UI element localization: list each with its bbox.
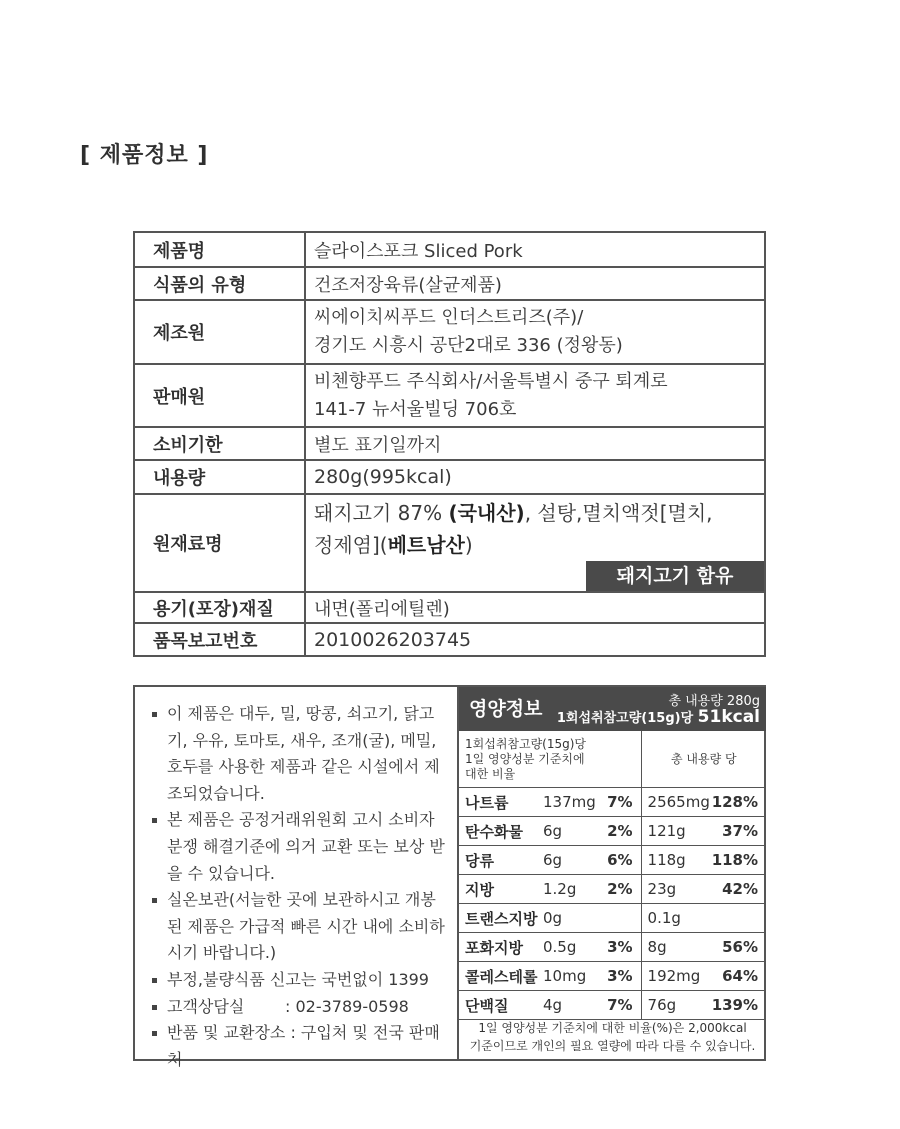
nutrient-total-pct: 118% (709, 846, 766, 875)
table-row (459, 933, 766, 962)
info-key: 판매원 (134, 364, 305, 427)
nutrient-name: 단백질 (459, 991, 543, 1020)
table-row (459, 731, 766, 788)
nutrient-pct: 3% (591, 933, 641, 962)
nutrition-table (459, 731, 766, 1020)
nutrient-pct: 2% (591, 817, 641, 846)
info-key: 식품의 유형 (134, 267, 305, 300)
raw-materials-line: 정제염](베트남산) (314, 533, 473, 557)
nutrient-amount: 10mg (543, 962, 591, 991)
list-item: 이 제품은 대두, 밀, 땅콩, 쇠고기, 닭고기, 우유, 토마토, 새우, 조개(굴), 메밀, 호두를 사용한 제품과 같은 시설에서 제조되었습니다. (149, 701, 449, 807)
nutrient-amount: 4g (543, 991, 591, 1020)
table-row (459, 991, 766, 1020)
raw-materials-line: 돼지고기 87% (국내산), 설탕,멸치액젓[멸치, (314, 501, 713, 525)
list-item: 실온보관(서늘한 곳에 보관하시고 개봉된 제품은 가급적 빠른 시간 내에 소비하시기 바랍니다.) (149, 887, 449, 967)
nutrient-total: 121g (641, 817, 709, 846)
list-item: 본 제품은 공정거래위원회 고시 소비자 분쟁 해결기준에 의거 교환 또는 보상 받을 수 있습니다. (149, 807, 449, 887)
table-row (134, 460, 765, 494)
table-row (459, 875, 766, 904)
table-row (134, 592, 765, 623)
nutrient-total: 76g (641, 991, 709, 1020)
info-value (305, 364, 765, 427)
table-row (459, 788, 766, 817)
table-row (134, 427, 765, 460)
nutrient-pct: 6% (591, 846, 641, 875)
nutrition-header (459, 687, 766, 731)
info-value: 280g(995kcal) (305, 460, 765, 494)
table-row (134, 300, 765, 364)
nutrient-name: 나트륨 (459, 788, 543, 817)
table-row (459, 904, 766, 933)
nutrient-total-pct: 128% (709, 788, 766, 817)
nutrient-amount: 0g (543, 904, 591, 933)
raw-materials (305, 494, 765, 592)
nutrient-amount: 1.2g (543, 875, 591, 904)
list-item: 반품 및 교환장소 : 구입처 및 전국 판매처 (149, 1020, 449, 1073)
info-value-line: 씨에이치씨푸드 인더스트리즈(주)/ (314, 307, 584, 328)
info-key: 원재료명 (134, 494, 305, 592)
list-item (149, 994, 449, 1021)
info-key: 내용량 (134, 460, 305, 494)
info-value-line: 비첸향푸드 주식회사/서울특별시 중구 퇴계로 (314, 370, 668, 392)
nutrient-total: 2565mg (641, 788, 709, 817)
info-value: 내면(폴리에틸렌) (305, 592, 765, 623)
info-value: 슬라이스포크 Sliced Pork (305, 232, 765, 267)
nutrient-total-pct: 37% (709, 817, 766, 846)
nutrient-total: 0.1g (641, 904, 709, 933)
table-row (459, 846, 766, 875)
nutrient-total: 118g (641, 846, 709, 875)
info-key: 제품명 (134, 232, 305, 267)
info-value (305, 300, 765, 364)
nutrient-name: 지방 (459, 875, 543, 904)
table-row (134, 364, 765, 427)
nutrient-total-pct: 56% (709, 933, 766, 962)
nutrient-pct (591, 904, 641, 933)
nutrient-total: 192mg (641, 962, 709, 991)
nutrient-amount: 0.5g (543, 933, 591, 962)
notice-and-nutrition-box (133, 685, 766, 1069)
nutrient-pct: 3% (591, 962, 641, 991)
info-key: 제조원 (134, 300, 305, 364)
nutrient-total-pct (709, 904, 766, 933)
nutrition-header-left: 1회섭취참고량(15g)당 1일 영양성분 기준치에 대한 비율 (459, 731, 641, 788)
nutrient-name: 트랜스지방 (459, 904, 543, 933)
table-row (134, 232, 765, 267)
table-row (134, 494, 765, 592)
nutrient-pct: 2% (591, 875, 641, 904)
nutrient-name: 탄수화물 (459, 817, 543, 846)
nutrient-pct: 7% (591, 991, 641, 1020)
nutrient-name: 포화지방 (459, 933, 543, 962)
notice-list (149, 701, 449, 1073)
nutrient-total-pct: 139% (709, 991, 766, 1020)
info-key: 용기(포장)재질 (134, 592, 305, 623)
page-title: [ 제품정보 ] (80, 143, 209, 168)
nutrient-pct: 7% (591, 788, 641, 817)
list-item: 부정,불량식품 신고는 국번없이 1399 (149, 967, 449, 994)
table-row (459, 962, 766, 991)
info-value: 건조저장육류(살균제품) (305, 267, 765, 300)
info-key: 품목보고번호 (134, 623, 305, 656)
table-row (134, 623, 765, 656)
info-value-line: 경기도 시흥시 공단2대로 336 (정왕동) (314, 335, 623, 356)
nutrient-amount: 6g (543, 846, 591, 875)
allergen-badge: 돼지고기 함유 (586, 561, 764, 591)
phone-number: : 02-3789-0598 (285, 996, 409, 1016)
nutrient-total-pct: 42% (709, 875, 766, 904)
serving-kcal: 1회섭취참고량(15g)당 51kcal (556, 707, 760, 727)
nutrient-total: 8g (641, 933, 709, 962)
info-value: 2010026203745 (305, 623, 765, 656)
nutrition-facts (457, 687, 766, 1059)
info-value: 별도 표기일까지 (305, 427, 765, 460)
nutrition-header-right: 총 내용량 당 (641, 731, 766, 788)
nutrient-amount: 6g (543, 817, 591, 846)
info-key: 소비기한 (134, 427, 305, 460)
info-value-line: 141-7 뉴서울빌딩 706호 (314, 398, 517, 420)
total-amount: 총 내용량 280g (668, 694, 760, 709)
nutrient-name: 당류 (459, 846, 543, 875)
product-info-table (133, 231, 766, 657)
nutrient-amount: 137mg (543, 788, 591, 817)
table-row (134, 267, 765, 300)
nutrient-total: 23g (641, 875, 709, 904)
nutrition-title: 영양정보 (469, 698, 543, 720)
table-row (459, 817, 766, 846)
nutrition-footnote: 1일 영양성분 기준치에 대한 비율(%)은 2,000kcal 기준이므로 개인의 필요 열량에 따라 다를 수 있습니다. (469, 1021, 756, 1053)
phone-label: 고객상담실 (167, 996, 245, 1016)
nutrient-name: 콜레스테롤 (459, 962, 543, 991)
nutrient-total-pct: 64% (709, 962, 766, 991)
